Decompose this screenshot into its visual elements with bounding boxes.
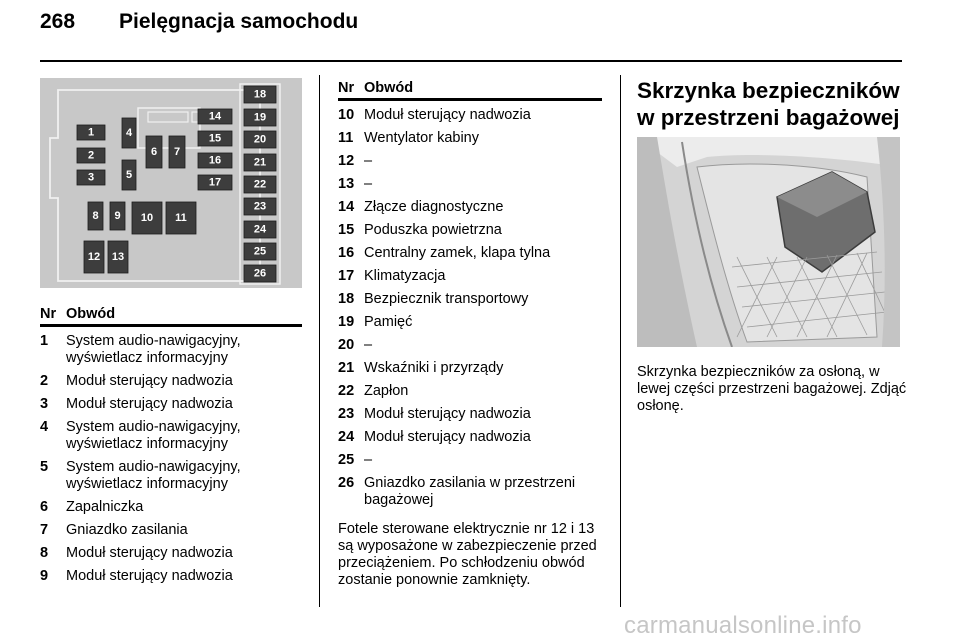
- table-row: [338, 199, 602, 216]
- circuit-description: –: [364, 452, 373, 468]
- fuse-number: 12: [338, 153, 355, 169]
- fuse-number: 3: [40, 396, 49, 412]
- fuse-number: 2: [40, 373, 49, 389]
- fuse-label: 1: [87, 126, 95, 139]
- fuse-label: 22: [253, 178, 267, 191]
- circuit-description: Wentylator kabiny: [364, 130, 479, 146]
- header-nr: Nr: [40, 306, 57, 322]
- circuit-description: Moduł sterujący nadwozia: [66, 396, 233, 412]
- circuit-description: Gniazdko zasilania: [66, 522, 188, 538]
- table-row: [40, 373, 302, 390]
- table-row: [40, 499, 302, 516]
- fuse-label: 20: [253, 133, 267, 146]
- circuit-description: –: [364, 337, 373, 353]
- circuit-description: Bezpiecznik transportowy: [364, 291, 529, 307]
- circuit-description: System audio-nawigacyjny, wyświetlacz informacyjny: [66, 459, 241, 492]
- table-row: [338, 130, 602, 147]
- circuit-description: Wskaźniki i przyrządy: [364, 360, 504, 376]
- fuse-label: 25: [253, 245, 267, 258]
- section-heading: Skrzynka bezpieczników w przestrzeni bagażowej: [637, 78, 900, 130]
- fuse-number: 22: [338, 383, 355, 399]
- fuse-number: 24: [338, 429, 355, 445]
- table-row: [338, 360, 602, 377]
- fuse-number: 9: [40, 568, 49, 584]
- fuse-label: 5: [125, 169, 133, 181]
- fuse-number: 26: [338, 475, 355, 491]
- fuse-label: 6: [150, 146, 158, 158]
- page-title: Pielęgnacja samochodu: [119, 10, 359, 33]
- fuse-number: 25: [338, 452, 355, 468]
- fuse-number: 23: [338, 406, 355, 422]
- table-row: [338, 107, 602, 124]
- seat-fuse-note: Fotele sterowane elektrycznie nr 12 i 13 są wyposażone w zabezpieczenie przed przeciążeniem. Po schłodzeniu obwód zostanie ponownie zamknięty.: [338, 521, 597, 588]
- circuit-description: Moduł sterujący nadwozia: [66, 545, 233, 561]
- fuse-number: 21: [338, 360, 355, 376]
- fuse-label: 17: [208, 176, 222, 189]
- circuit-description: Złącze diagnostyczne: [364, 199, 504, 215]
- fuse-box-diagram: [40, 78, 302, 288]
- fuse-label: 18: [253, 88, 267, 101]
- fuse-label: 23: [253, 200, 267, 213]
- fuse-label: 9: [114, 210, 121, 222]
- fuse-label: 8: [92, 210, 99, 222]
- fuse-number: 13: [338, 176, 355, 192]
- table-row: [338, 452, 602, 469]
- fuse-number: 7: [40, 522, 49, 538]
- fuse-label: 10: [140, 212, 154, 224]
- circuit-description: Klimatyzacja: [364, 268, 446, 284]
- fuse-number: 4: [40, 419, 49, 435]
- fuse-number: 19: [338, 314, 355, 330]
- circuit-description: Centralny zamek, klapa tylna: [364, 245, 551, 261]
- fuse-label: 4: [125, 127, 133, 139]
- table-row: [338, 222, 602, 239]
- circuit-description: –: [364, 153, 373, 169]
- fuse-label: 24: [253, 223, 267, 236]
- table-row: [338, 406, 602, 423]
- circuit-description: Moduł sterujący nadwozia: [66, 373, 233, 389]
- fuse-number: 20: [338, 337, 355, 353]
- table-row: [40, 396, 302, 413]
- header-nr: Nr: [338, 80, 355, 96]
- fuse-table-left: [40, 306, 302, 585]
- table-row: [338, 314, 602, 331]
- circuit-description: Poduszka powietrzna: [364, 222, 502, 238]
- table-row: [338, 429, 602, 446]
- header-circuit: Obwód: [364, 80, 414, 96]
- fuse-number: 11: [338, 130, 354, 146]
- column-divider-2: [620, 75, 621, 607]
- header-rule: [40, 60, 902, 62]
- column-divider-1: [319, 75, 320, 607]
- circuit-description: System audio-nawigacyjny, wyświetlacz informacyjny: [66, 333, 241, 366]
- fuse-label: 21: [253, 156, 267, 169]
- fuse-label: 7: [173, 146, 181, 158]
- fuse-label: 15: [208, 132, 222, 145]
- table-row: [338, 268, 602, 285]
- fuse-label: 14: [208, 110, 222, 123]
- header-circuit: Obwód: [66, 306, 116, 322]
- fuse-number: 1: [40, 333, 49, 349]
- circuit-description: –: [364, 176, 373, 192]
- circuit-description: Gniazdko zasilania w przestrzeni bagażowej: [364, 475, 576, 508]
- table-header: [338, 80, 602, 101]
- fuse-number: 8: [40, 545, 49, 561]
- fuse-number: 17: [338, 268, 355, 284]
- table-row: [338, 153, 602, 170]
- circuit-description: Pamięć: [364, 314, 413, 330]
- fuse-label: 11: [175, 212, 187, 224]
- fuse-number: 6: [40, 499, 49, 515]
- trunk-fuse-box-illustration: [637, 137, 900, 347]
- fuse-label: 13: [111, 251, 125, 263]
- table-row: [338, 291, 602, 308]
- table-row: [40, 419, 302, 453]
- fuse-number: 16: [338, 245, 355, 261]
- fuse-label: 3: [87, 171, 95, 184]
- fuse-number: 14: [338, 199, 355, 215]
- fuse-number: 5: [40, 459, 49, 475]
- table-row: [40, 522, 302, 539]
- watermark: carmanualsonline.info: [624, 612, 862, 639]
- fuse-label: 19: [253, 111, 267, 124]
- fuse-label: 2: [87, 149, 95, 162]
- table-row: [338, 337, 602, 354]
- table-row: [40, 568, 302, 585]
- circuit-description: Zapalniczka: [66, 499, 144, 515]
- fuse-label: 26: [253, 267, 267, 280]
- table-row: [338, 475, 602, 509]
- page-number: 268: [40, 10, 76, 33]
- table-row: [338, 245, 602, 262]
- circuit-description: Moduł sterujący nadwozia: [66, 568, 233, 584]
- table-header: [40, 306, 302, 327]
- table-row: [338, 383, 602, 400]
- circuit-description: Zapłon: [364, 383, 409, 399]
- fuse-number: 18: [338, 291, 355, 307]
- fuse-number: 10: [338, 107, 355, 123]
- fuse-label: 16: [208, 154, 222, 167]
- circuit-description: Moduł sterujący nadwozia: [364, 429, 531, 445]
- table-row: [338, 176, 602, 193]
- circuit-description: Moduł sterujący nadwozia: [364, 107, 531, 123]
- table-row: [40, 333, 302, 367]
- circuit-description: Moduł sterujący nadwozia: [364, 406, 531, 422]
- table-row: [40, 545, 302, 562]
- fuse-number: 15: [338, 222, 355, 238]
- circuit-description: System audio-nawigacyjny, wyświetlacz informacyjny: [66, 419, 241, 452]
- table-row: [40, 459, 302, 493]
- section-body: Skrzynka bezpieczników za osłoną, w lewej części przestrzeni bagażowej. Zdjąć osłonę.: [637, 364, 907, 414]
- fuse-label: 12: [87, 251, 101, 263]
- fuse-table-right: [338, 80, 602, 509]
